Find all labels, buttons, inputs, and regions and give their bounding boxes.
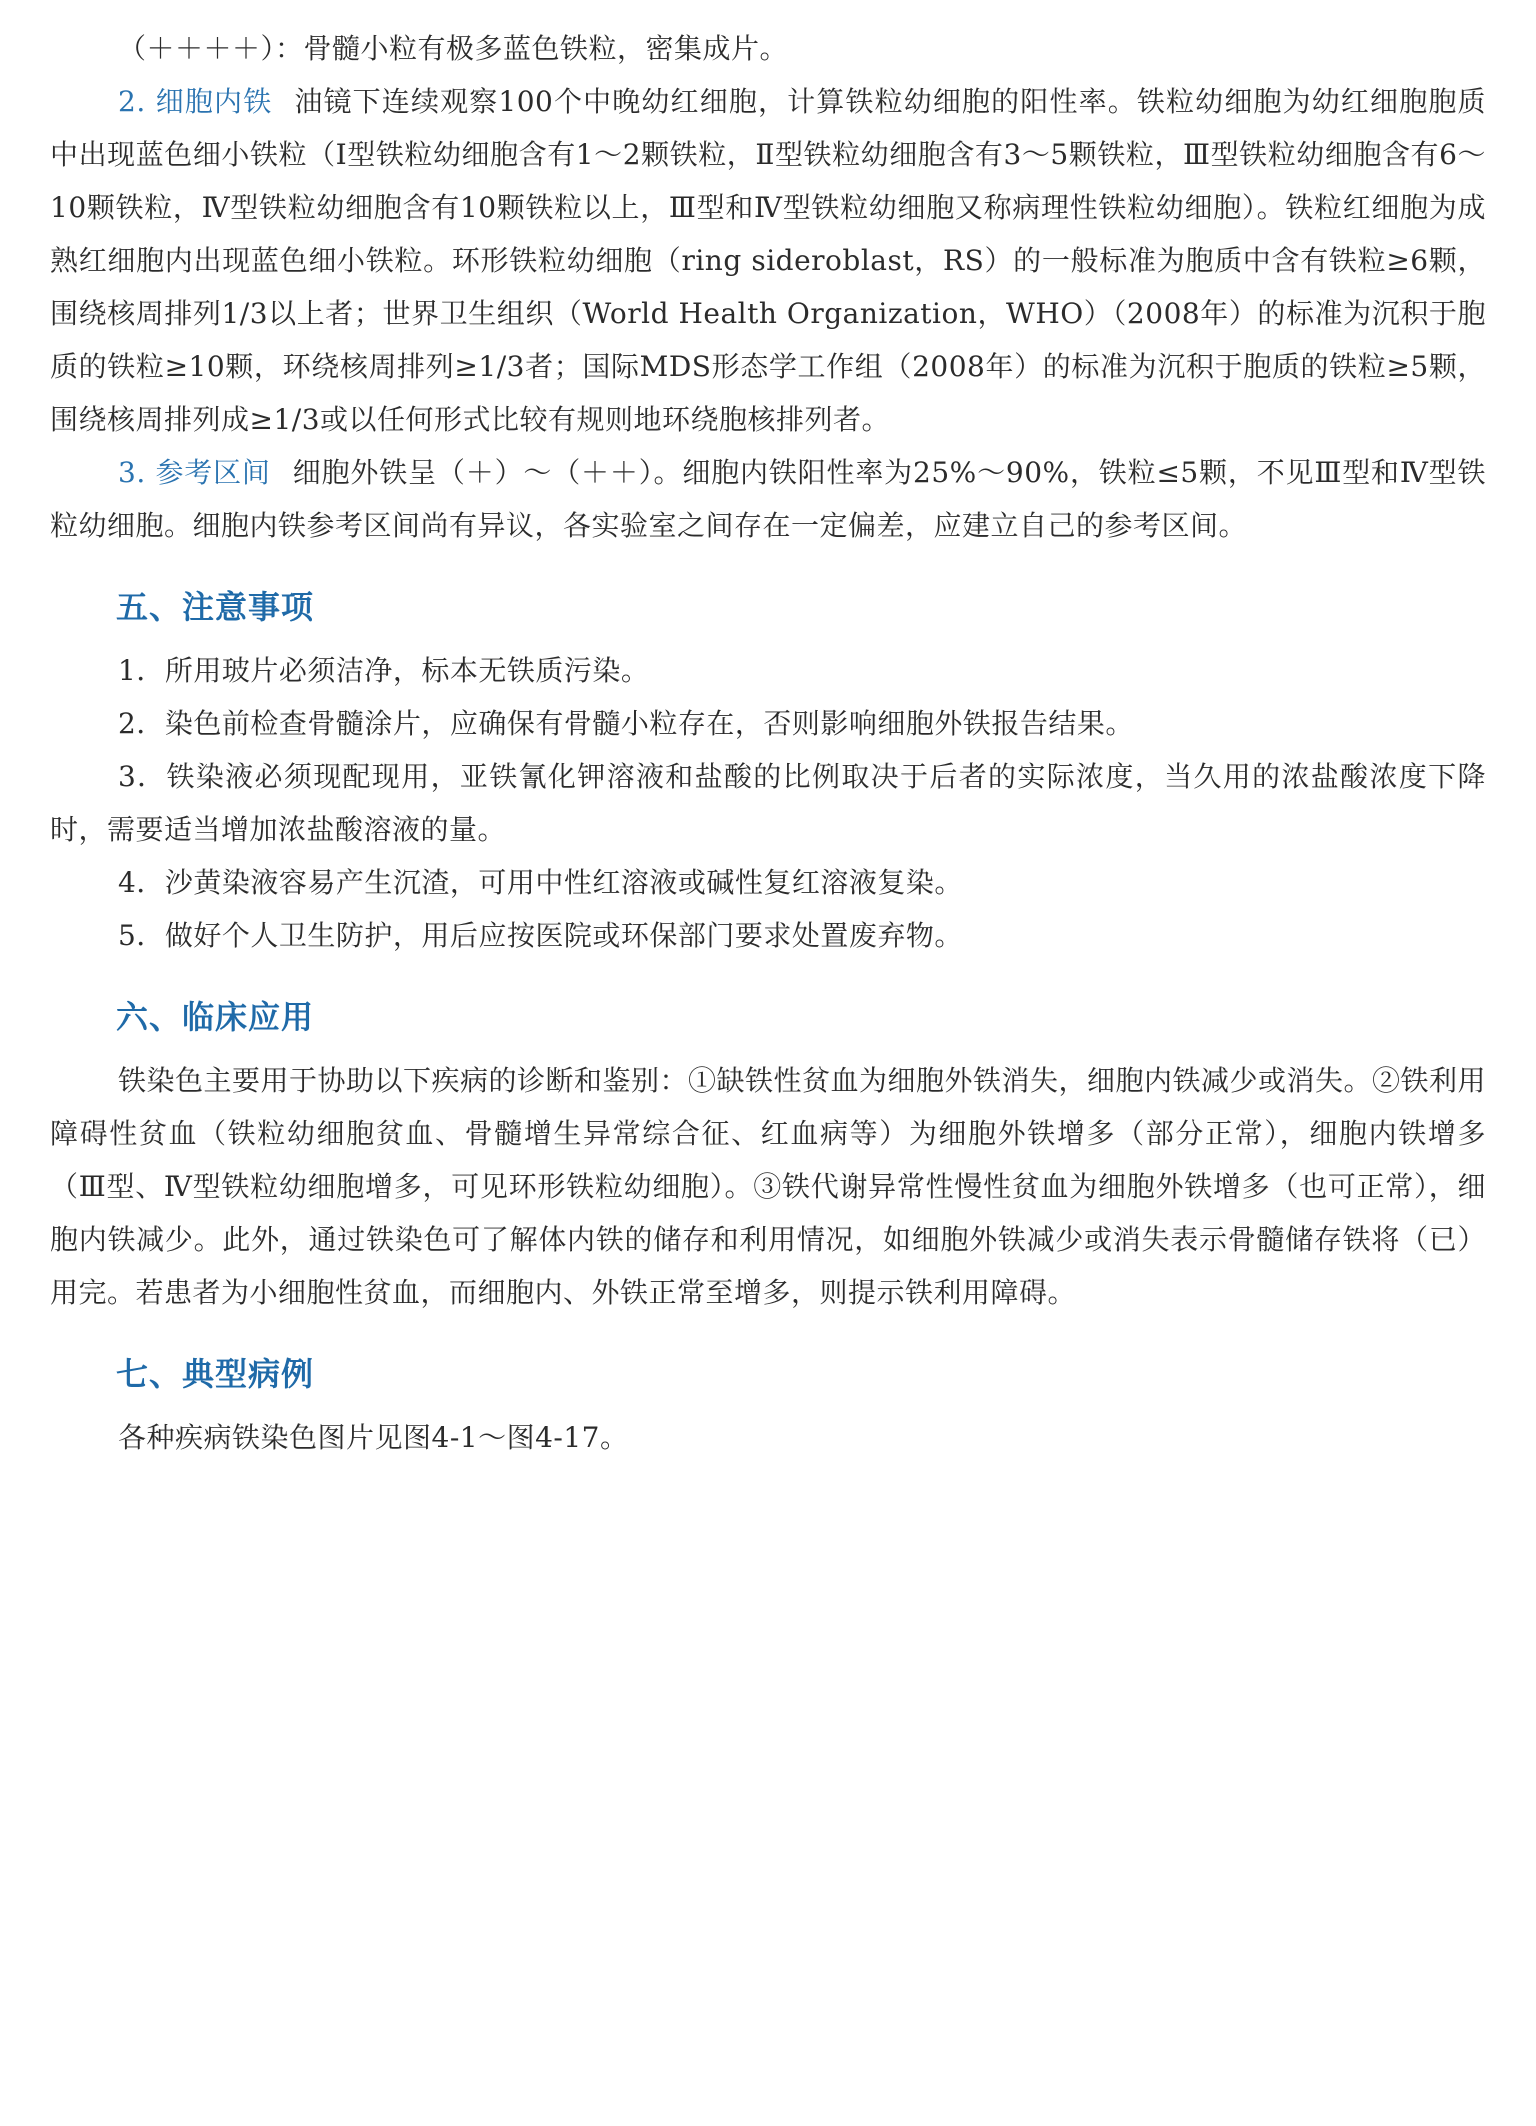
intracellular-iron-label: 2. 细胞内铁 bbox=[118, 85, 273, 118]
section-heading-clinical-application: 六、临床应用 bbox=[116, 998, 315, 1036]
typical-cases-paragraph: 各种疾病铁染色图片见图4-1～图4-17。 bbox=[118, 1421, 629, 1454]
grade-4plus-line: （＋＋＋＋）：骨髓小粒有极多蓝色铁粒，密集成片。 bbox=[118, 32, 789, 65]
intracellular-iron-text: 油镜下连续观察100个中晚幼红细胞，计算铁粒幼细胞的阳性率。铁粒幼细胞为幼红细胞胞质中出现蓝色细小铁粒（Ⅰ型铁粒幼细胞含有1～2颗铁粒，Ⅱ型铁粒幼细胞含有3～5颗铁粒，Ⅲ型铁粒幼细胞含有6～10颗铁粒，Ⅳ型铁粒幼细胞含有10颗铁粒以上，Ⅲ型和Ⅳ型铁粒幼细胞又称病理性铁粒幼细胞）。铁粒红细胞为成熟红细胞内出现蓝色细小铁粒。环形铁粒幼细胞（ring sideroblast，RS）的一般标准为胞质中含有铁粒≥6颗，围绕核周排列1/3以上者；世界卫生组织（World Health Organization，WHO）（2008年）的标准为沉积于胞质的铁粒≥10颗，环绕核周排列≥1/3者；国际MDS形态学工作组（2008年）的标准为沉积于胞质的铁粒≥5颗，围绕核周排列成≥1/3或以任何形式比较有规则地环绕胞核排列者。 bbox=[50, 85, 1486, 436]
clinical-application-paragraph: 铁染色主要用于协助以下疾病的诊断和鉴别：①缺铁性贫血为细胞外铁消失，细胞内铁减少或消失。②铁利用障碍性贫血（铁粒幼细胞贫血、骨髓增生异常综合征、红血病等）为细胞外铁增多（部分正常），细胞内铁增多（Ⅲ型、Ⅳ型铁粒幼细胞增多，可见环形铁粒幼细胞）。③铁代谢异常性慢性贫血为细胞外铁增多（也可正常），细胞内铁减少。此外，通过铁染色可了解体内铁的储存和利用情况，如细胞外铁减少或消失表示骨髓储存铁将（已）用完。若患者为小细胞性贫血，而细胞内、外铁正常至增多，则提示铁利用障碍。 bbox=[50, 1064, 1487, 1309]
reference-range-text: 细胞外铁呈（＋）～（＋＋）。细胞内铁阳性率为25%～90%，铁粒≤5颗，不见Ⅲ型和Ⅳ型铁粒幼细胞。细胞内铁参考区间尚有异议，各实验室之间存在一定偏差，应建立自己的参考区间。 bbox=[50, 456, 1486, 542]
precaution-item: 1．所用玻片必须洁净，标本无铁质污染。 bbox=[118, 654, 650, 687]
precaution-item: 4．沙黄染液容易产生沉渣，可用中性红溶液或碱性复红溶液复染。 bbox=[118, 866, 963, 899]
reference-range-label: 3. 参考区间 bbox=[118, 456, 271, 489]
reference-range-paragraph bbox=[50, 446, 1486, 552]
precaution-item: 3．铁染液必须现配现用，亚铁氰化钾溶液和盐酸的比例取决于后者的实际浓度，当久用的浓盐酸浓度下降时，需要适当增加浓盐酸溶液的量。 bbox=[50, 760, 1486, 846]
section-heading-typical-cases: 七、典型病例 bbox=[116, 1355, 315, 1393]
document-page bbox=[50, 22, 1486, 1464]
intracellular-iron-paragraph bbox=[50, 75, 1486, 446]
precaution-item: 2．染色前检查骨髓涂片，应确保有骨髓小粒存在，否则影响细胞外铁报告结果。 bbox=[118, 707, 1134, 740]
section-heading-precautions: 五、注意事项 bbox=[116, 588, 315, 626]
precaution-item: 5．做好个人卫生防护，用后应按医院或环保部门要求处置废弃物。 bbox=[118, 919, 963, 952]
